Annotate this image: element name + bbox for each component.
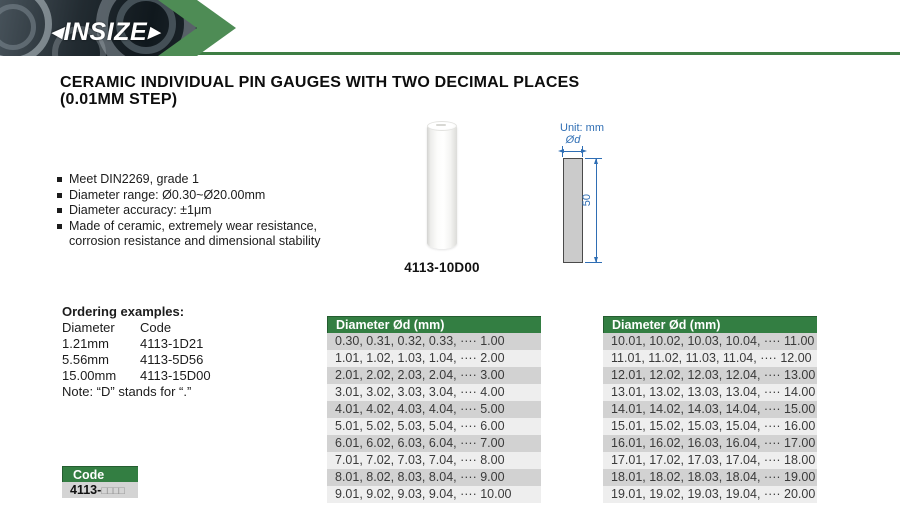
pin-gauge-image (427, 122, 457, 249)
feature-item (57, 203, 359, 219)
table-row: 17.01, 17.02, 17.03, 17.04, ···· 18.00 (603, 452, 817, 469)
diameter-table-1-header: Diameter Ød (mm) (327, 316, 541, 333)
length-dimension-label: 50 (581, 194, 593, 207)
table-row: 7.01, 7.02, 7.03, 7.04, ···· 8.00 (327, 452, 541, 469)
insize-logo (50, 20, 161, 45)
table-row: 9.01, 9.02, 9.03, 9.04, ···· 10.00 (327, 486, 541, 503)
ordering-row (62, 352, 211, 368)
ordering-row (62, 368, 211, 384)
feature-text: Meet DIN2269, grade 1 (69, 172, 199, 186)
product-model-label: 4113-10D00 (404, 260, 480, 275)
feature-text: Diameter range: Ø0.30~Ø20.00mm (69, 187, 266, 202)
feature-text: Diameter accuracy: ±1μm (69, 203, 212, 217)
page-title (60, 74, 579, 108)
ordering-examples (62, 304, 211, 400)
ordering-note: Note: “D” stands for “.” (62, 384, 192, 399)
arrow-up-icon (594, 158, 598, 164)
ordering-row (62, 336, 211, 352)
table-row: 0.30, 0.31, 0.32, 0.33, ···· 1.00 (327, 333, 541, 350)
table-row: 4.01, 4.02, 4.03, 4.04, ···· 5.00 (327, 401, 541, 418)
table-row: 18.01, 18.02, 18.03, 18.04, ···· 19.00 (603, 469, 817, 486)
table-row: 12.01, 12.02, 12.03, 12.04, ···· 13.00 (603, 367, 817, 384)
pin-outline-rectangle (563, 158, 583, 263)
diameter-table-2-body (603, 333, 817, 503)
code-box-header: Code (62, 466, 138, 482)
table-row: 16.01, 16.02, 16.03, 16.04, ···· 17.00 (603, 435, 817, 452)
pin-top-mark (436, 124, 446, 126)
table-row: 19.01, 19.02, 19.03, 19.04, ···· 20.00 (603, 486, 817, 503)
diameter-table-2-header: Diameter Ød (mm) (603, 316, 817, 333)
code-box (62, 466, 138, 498)
ordering-column-headers (62, 320, 211, 336)
diameter-dimension-line (564, 151, 581, 152)
arrow-left-icon (558, 149, 564, 153)
ordering-code-value: 4113-15D00 (140, 368, 211, 383)
ordering-col-code: Code (140, 320, 172, 335)
page-title-line1: CERAMIC INDIVIDUAL PIN GAUGES WITH TWO DECIMAL PLACES (60, 74, 580, 91)
arrow-down-icon (594, 257, 598, 263)
pin-top-face (427, 121, 457, 131)
bullet-square-icon (57, 224, 62, 229)
table-row: 5.01, 5.02, 5.03, 5.04, ···· 6.00 (327, 418, 541, 435)
table-row: 14.01, 14.02, 14.03, 14.04, ···· 15.00 (603, 401, 817, 418)
logo-right-arrow-icon: ▶ (148, 24, 160, 41)
feature-text: Made of ceramic, extremely wear resistance, corrosion resistance and dimensional stability (69, 218, 321, 248)
feature-item (57, 219, 359, 250)
bullet-square-icon (57, 177, 62, 182)
logo-left-arrow-icon: ◀ (51, 24, 63, 41)
feature-item (57, 188, 359, 204)
ordering-diameter-value: 15.00mm (62, 368, 117, 383)
diameter-dimension-label: Ød (565, 134, 581, 146)
bullet-square-icon (57, 193, 62, 198)
code-box-value (62, 482, 138, 498)
table-row: 10.01, 10.02, 10.03, 10.04, ···· 11.00 (603, 333, 817, 350)
table-row: 13.01, 13.02, 13.03, 13.04, ···· 14.00 (603, 384, 817, 401)
table-row: 6.01, 6.02, 6.03, 6.04, ···· 7.00 (327, 435, 541, 452)
table-row: 2.01, 2.02, 2.03, 2.04, ···· 3.00 (327, 367, 541, 384)
code-prefix: 4113- (70, 483, 102, 497)
ordering-title: Ordering examples: (62, 304, 185, 319)
length-dimension-line (596, 159, 597, 262)
table-row: 11.01, 11.02, 11.03, 11.04, ···· 12.00 (603, 350, 817, 367)
table-row: 15.01, 15.02, 15.03, 15.04, ···· 16.00 (603, 418, 817, 435)
diameter-table-2 (603, 316, 817, 503)
code-placeholder-squares: □□□□ (101, 484, 124, 497)
feature-list (57, 172, 359, 250)
table-row: 1.01, 1.02, 1.03, 1.04, ···· 2.00 (327, 350, 541, 367)
feature-item (57, 172, 359, 188)
diameter-table-1 (327, 316, 541, 503)
bullet-square-icon (57, 208, 62, 213)
logo-text: INSIZE (63, 18, 148, 46)
table-row: 3.01, 3.02, 3.03, 3.04, ···· 4.00 (327, 384, 541, 401)
unit-label: Unit: mm (560, 122, 604, 134)
ordering-diameter-value: 5.56mm (62, 352, 109, 367)
page-title-line2: (0.01MM STEP) (60, 91, 178, 108)
table-row: 8.01, 8.02, 8.03, 8.04, ···· 9.00 (327, 469, 541, 486)
ordering-code-value: 4113-5D56 (140, 352, 204, 367)
arrow-right-icon (581, 149, 587, 153)
ordering-rows (62, 336, 211, 384)
ordering-diameter-value: 1.21mm (62, 336, 109, 351)
ordering-col-diameter: Diameter (62, 320, 115, 335)
diameter-table-1-body (327, 333, 541, 503)
machinery-photo (0, 0, 197, 56)
ordering-code-value: 4113-1D21 (140, 336, 204, 351)
